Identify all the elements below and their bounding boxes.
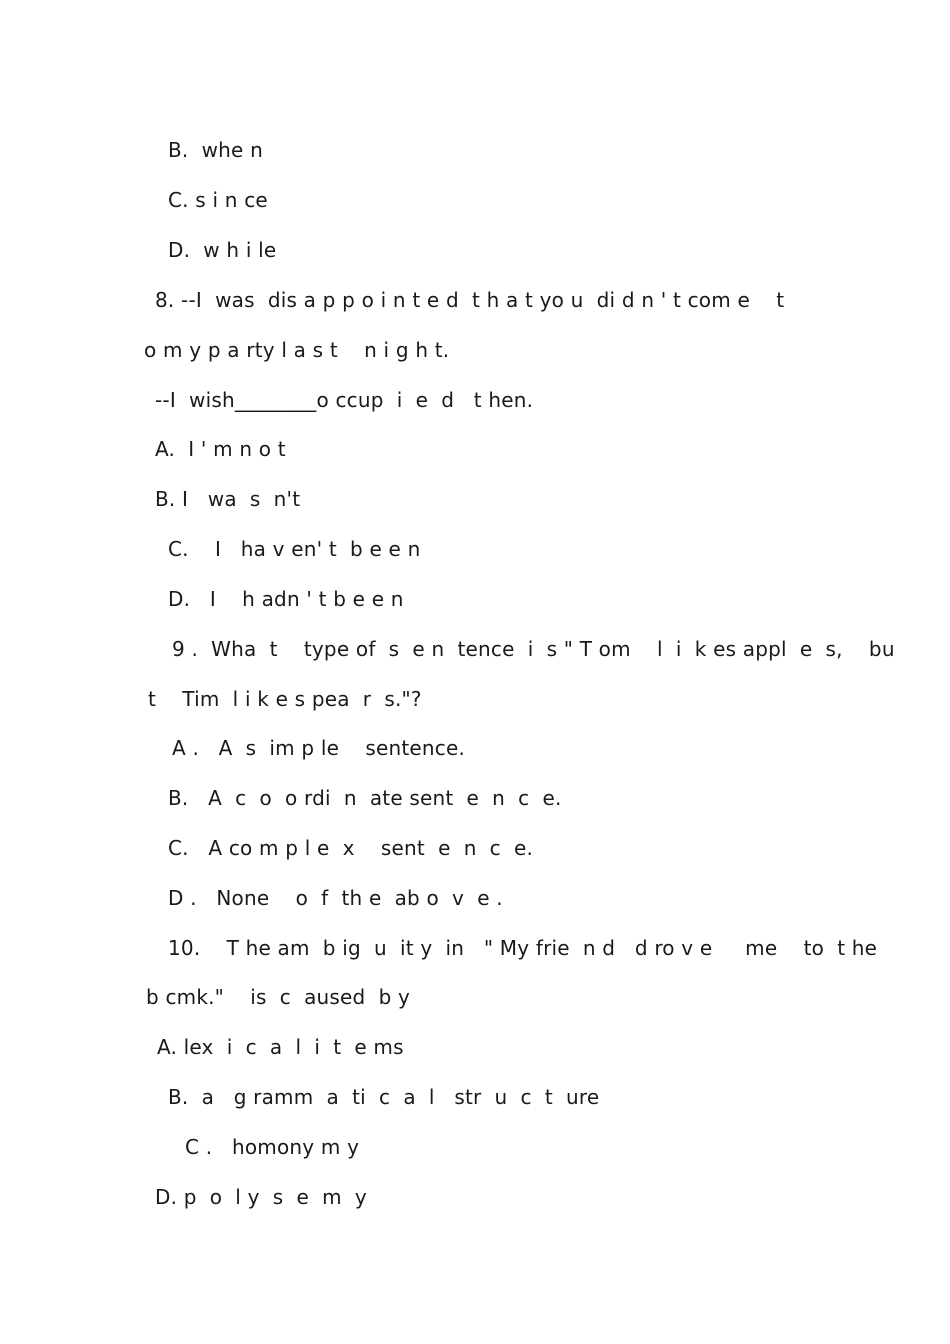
question-9-line-2: t Tim l i k e s pea r s."? <box>148 687 422 711</box>
option-8c: C. I ha v en' t b e e n <box>168 537 421 561</box>
question-10-line-1: 10. T he am b ig u it y in " My frie n d d ro v e me to t he <box>168 936 878 960</box>
option-9a: A . A s im p le sentence. <box>172 736 466 760</box>
option-10d: D. p o l y s e m y <box>155 1185 367 1209</box>
question-8-line-2: o m y p a rty l a s t n i g h t. <box>144 338 450 362</box>
option-9b: B. A c o o rdi n ate sent e n c e. <box>168 786 562 810</box>
option-9c: C. A co m p l e x sent e n c e. <box>168 836 534 860</box>
option-8a: A. I ' m n o t <box>155 437 286 461</box>
option-9d: D . None o f th e ab o v e . <box>168 886 503 910</box>
option-7c: C. s i n ce <box>168 188 268 212</box>
option-7b: B. whe n <box>168 138 263 162</box>
question-10-line-2: b cmk." is c aused b y <box>146 985 411 1009</box>
question-9-line-1: 9 . Wha t type of s e n tence i s " T om l i k es appl e s, bu <box>172 637 895 661</box>
option-10a: A. lex i c a l i t e ms <box>157 1035 404 1059</box>
question-8-line-3: --I wish________o ccup i e d t hen. <box>155 388 534 412</box>
option-7d: D. w h i le <box>168 238 277 262</box>
option-10c: C . homony m y <box>185 1135 360 1159</box>
question-8-line-1: 8. --I was dis a p p o i n t e d t h a t yo u di d n ' t com e t <box>155 288 785 312</box>
option-8d: D. I h adn ' t b e e n <box>168 587 404 611</box>
option-10b: B. a g ramm a ti c a l str u c t ure <box>168 1085 600 1109</box>
option-8b: B. I wa s n't <box>155 487 301 511</box>
